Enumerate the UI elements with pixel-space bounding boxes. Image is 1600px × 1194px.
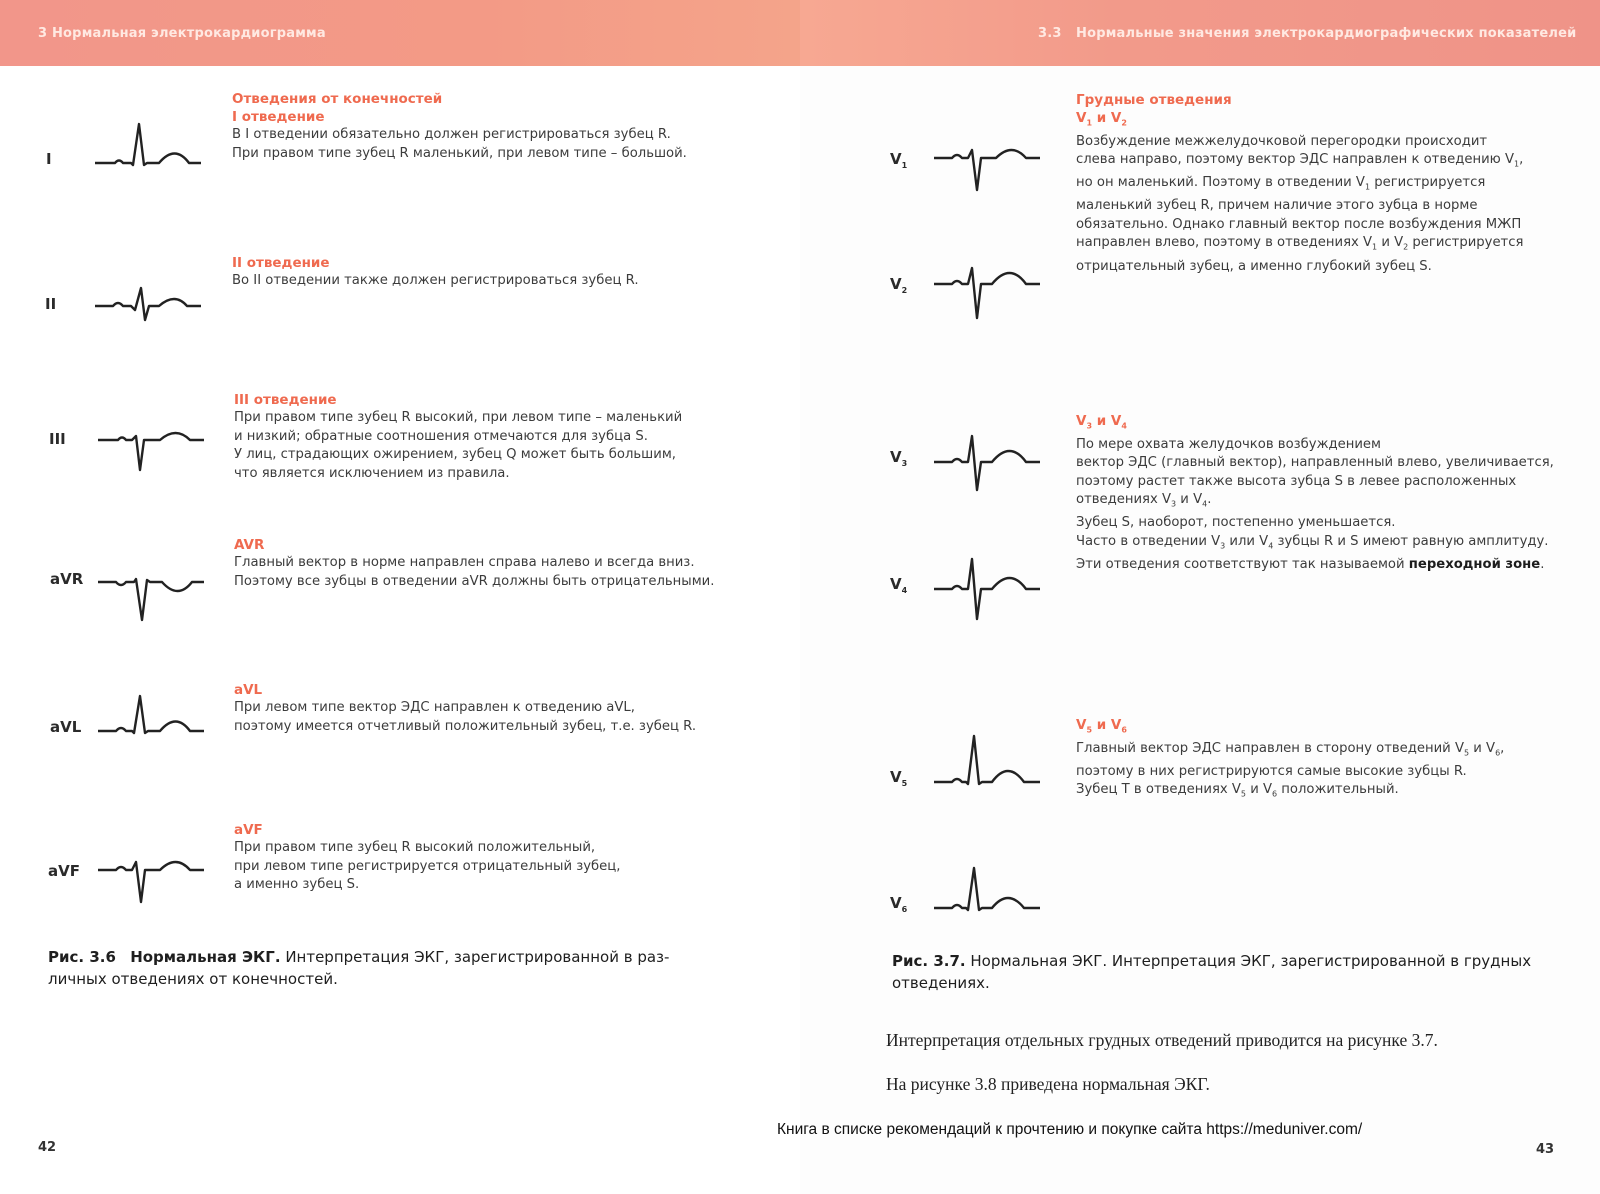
lead-label-II: II: [45, 295, 57, 313]
ecg-trace-I: [95, 118, 201, 178]
lead-II-block: [232, 254, 639, 291]
lead-aVF-text-1: При правом типе зубец R высокий положительный,: [234, 840, 596, 855]
lead-aVL-text-2: поэтому имеется отчетливый положительный зубец, т.е. зубец R.: [234, 718, 697, 734]
right-page: [800, 0, 1600, 1194]
caption-right-line-2: отведениях.: [892, 974, 990, 992]
lead-I-block: [232, 90, 687, 163]
v1v2-text-4: маленький зубец R, причем наличие этого зубца в норме: [1076, 198, 1478, 214]
v3v4-text-4: отведениях $V_3$ и $V_4$.: [1076, 492, 1212, 509]
lead-aVL-block: [234, 681, 696, 736]
lead-aVR-title: AVR: [234, 537, 265, 553]
v1v2-text-5: обязательно. Однако главный вектор после возбуждения МЖП: [1076, 216, 1522, 232]
v3v4-text-7: Эти отведения соответствуют так называемой переходной зоне.: [1076, 556, 1545, 572]
limb-section-title: Отведения от конечностей: [232, 91, 443, 107]
caption-line-1: Интерпретация ЭКГ, зарегистрированной в раз-: [285, 948, 670, 966]
ecg-trace-V3: [934, 428, 1040, 498]
ecg-trace-V2: [934, 256, 1040, 326]
page-number-right: 43: [1536, 1142, 1555, 1157]
lead-label-V2: $V_2$: [890, 275, 908, 295]
v1v2-text-3: но он маленький. Поэтому в отведении $V_1$ регистрируется: [1076, 175, 1486, 192]
lead-III-block: [234, 391, 682, 483]
v5v6-text-3: Зубец T в отведениях $V_5$ и $V_6$ положительный.: [1076, 782, 1399, 799]
lead-aVF-block: [234, 821, 620, 895]
lead-label-III: III: [49, 430, 66, 448]
v1v2-text-6: направлен влево, поэтому в отведениях $V_1$ и $V_2$ регистрируется: [1076, 235, 1524, 253]
figure-3-6-caption: [48, 946, 728, 990]
caption-bold: Нормальная ЭКГ.: [130, 948, 281, 966]
body-paragraph-1: Интерпретация отдельных грудных отведений приводится на рисунке 3.7.: [886, 1030, 1438, 1050]
lead-aVR-text-1: Главный вектор в норме направлен справа налево и всегда вниз.: [234, 555, 695, 570]
lead-aVF-title: aVF: [234, 822, 263, 838]
lead-label-V1: $V_1$: [890, 150, 908, 170]
v1v2-text-2: слева направо, поэтому вектор ЭДС направлен к отведению $V_1$,: [1076, 152, 1524, 169]
lead-I-title: I отведение: [232, 109, 325, 125]
v3v4-text-6: Часто в отведении $V_3$ или $V_4$ зубцы R и S имеют равную амплитуду.: [1076, 533, 1549, 551]
right-running-header-number: 3.3: [1038, 26, 1062, 41]
transition-zone-term: переходной зоне: [1408, 556, 1541, 572]
v3v4-title: $V_3$ и $V_4$: [1076, 413, 1127, 431]
v5v6-text-1: Главный вектор ЭДС направлен в сторону отведений $V_5$ и $V_6$,: [1076, 740, 1505, 758]
right-header-band: [800, 0, 1600, 66]
page-number-left: 42: [38, 1140, 57, 1155]
lead-II-title: II отведение: [232, 255, 330, 271]
v1v2-text-7: отрицательный зубец, а именно глубокий зубец S.: [1076, 258, 1432, 274]
lead-aVF-text-2: при левом типе регистрируется отрицательный зубец,: [234, 858, 621, 874]
v3v4-text-5: Зубец S, наоборот, постепенно уменьшается.: [1076, 515, 1396, 531]
ecg-trace-V1: [934, 130, 1040, 200]
left-header-band: [0, 0, 800, 66]
lead-aVL-title: aVL: [234, 682, 263, 698]
lead-label-I: I: [46, 150, 52, 168]
caption-line-2: личных отведениях от конечностей.: [48, 970, 338, 988]
ecg-trace-V5: [934, 730, 1040, 790]
v1v2-title: $V_1$ и $V_2$: [1076, 110, 1127, 128]
lead-label-V3: $V_3$: [890, 448, 908, 468]
ecg-trace-II: [95, 276, 201, 336]
lead-label-aVL: aVL: [50, 718, 82, 736]
lead-aVF-text-3: а именно зубец S.: [234, 877, 360, 892]
ecg-trace-V4: [934, 555, 1040, 625]
ecg-trace-III: [98, 412, 204, 482]
body-paragraph-2: На рисунке 3.8 приведена нормальная ЭКГ.: [886, 1074, 1210, 1094]
ecg-trace-aVF: [98, 842, 204, 912]
ecg-trace-aVL: [98, 688, 204, 748]
lead-label-aVF: aVF: [48, 862, 80, 880]
watermark-text: Книга в списке рекомендаций к прочтению и покупке сайта https://meduniver.com/: [777, 1121, 1363, 1138]
lead-label-V4: $V_4$: [890, 575, 908, 595]
lead-II-text-1: Во II отведении также должен регистрироваться зубец R.: [232, 273, 639, 288]
v5v6-text-2: поэтому в них регистрируются самые высокие зубцы R.: [1076, 763, 1467, 779]
lead-I-text-1: В I отведении обязательно должен регистрироваться зубец R.: [232, 127, 671, 142]
lead-III-text-4: что является исключением из правила.: [234, 465, 510, 481]
v5v6-title: $V_5$ и $V_6$: [1076, 717, 1127, 735]
lead-III-text-3: У лиц, страдающих ожирением, зубец Q может быть большим,: [234, 447, 676, 462]
ecg-trace-V6: [934, 858, 1040, 918]
lead-III-text-2: и низкий; обратные соотношения отмечаются для зубца S.: [234, 428, 648, 444]
v3v4-text-2: вектор ЭДС (главный вектор), направленный влево, увеличивается,: [1076, 455, 1554, 471]
lead-label-V5: $V_5$: [890, 768, 908, 788]
figure-3-7-caption: [892, 950, 1552, 994]
caption-label-right: Рис. 3.7.: [892, 952, 966, 970]
v3v4-text-3: поэтому растет также высота зубца S в левее расположенных: [1076, 473, 1517, 489]
ecg-trace-aVR: [98, 568, 204, 628]
lead-label-V6: $V_6$: [890, 894, 908, 914]
lead-aVL-text-1: При левом типе вектор ЭДС направлен к отведению aVL,: [234, 700, 635, 715]
v1v2-text-1: Возбуждение межжелудочковой перегородки происходит: [1076, 133, 1488, 149]
lead-III-title: III отведение: [234, 392, 337, 408]
chest-v1v2-block: [1076, 91, 1523, 276]
lead-label-aVR: aVR: [50, 570, 84, 588]
chest-section-title: Грудные отведения: [1076, 92, 1232, 108]
caption-right-line-1: Нормальная ЭКГ. Интерпретация ЭКГ, зарегистрированной в грудных: [970, 952, 1532, 970]
chest-v5v6-block: [1076, 716, 1504, 804]
v3v4-text-1: По мере охвата желудочков возбуждением: [1076, 436, 1381, 452]
left-running-header: 3 Нормальная электрокардиограмма: [38, 26, 326, 41]
chest-v3v4-block: [1076, 412, 1554, 574]
caption-label: Рис. 3.6: [48, 948, 116, 966]
lead-aVR-text-2: Поэтому все зубцы в отведении aVR должны быть отрицательными.: [234, 573, 715, 589]
lead-III-text-1: При правом типе зубец R высокий, при левом типе – маленький: [234, 410, 683, 425]
lead-aVR-block: [234, 536, 714, 591]
right-running-header: Нормальные значения электрокардиографических показателей: [1076, 26, 1577, 41]
lead-I-text-2: При правом типе зубец R маленький, при левом типе – большой.: [232, 145, 687, 161]
